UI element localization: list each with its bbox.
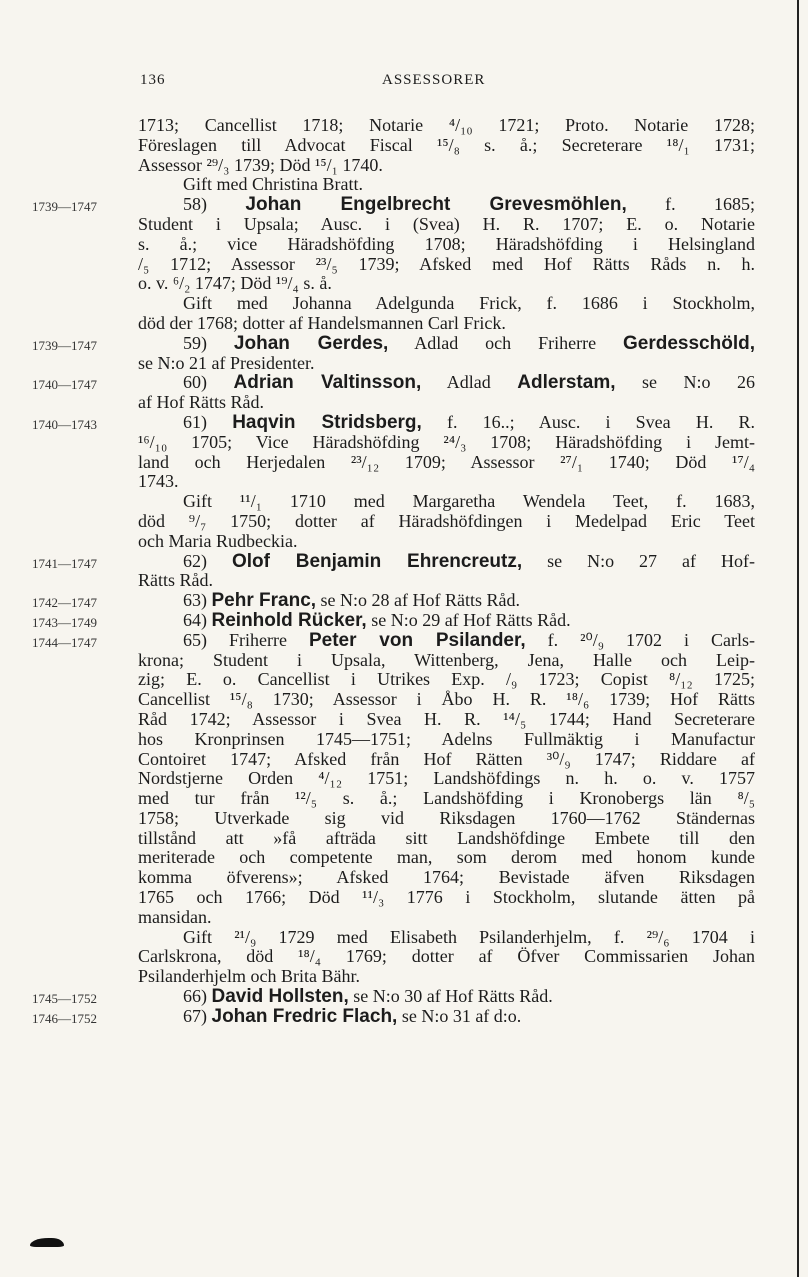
text-line: [138, 829, 755, 849]
text-line: [138, 908, 755, 928]
text-line: [138, 532, 755, 552]
person-name: Johan Fredric Flach,: [211, 1005, 398, 1027]
year-range: 1746—1752: [32, 1010, 97, 1026]
line-text: meriterade och competente man, som derom med honom kunde: [138, 847, 755, 868]
year-range: 1742—1747: [32, 595, 97, 611]
text-line: [138, 156, 755, 176]
text-line: [138, 789, 755, 809]
entry-text: Adlad och Friherre: [388, 332, 623, 353]
entry-text: se N:o 28 af Hof Rätts Råd.: [316, 590, 521, 611]
line-text: s. å.; vice Häradshöfding 1708; Häradshöfding i Helsingland: [138, 233, 755, 254]
line-text: Psilanderhjelm och Brita Bähr.: [138, 966, 360, 987]
text-line: [138, 730, 755, 750]
line-text: Gift med Christina Bratt.: [183, 174, 363, 195]
text-line: [138, 433, 755, 453]
person-name: Reinhold Rücker,: [211, 609, 367, 631]
text-line: [138, 947, 755, 967]
text-line: [138, 294, 755, 314]
line-text: Gift med Johanna Adelgunda Frick, f. 1686 i Stockholm,: [183, 293, 755, 314]
entry-heading-line: [32, 590, 755, 612]
text-line: [138, 888, 755, 908]
line-text: Cancellist ¹⁵/₈ 1730; Assessor i Åbo H. R. ¹⁸/₆ 1739; Hof Rätts: [138, 689, 755, 710]
text-line: [138, 809, 755, 829]
year-range: 1739—1747: [32, 199, 97, 215]
text-line: [138, 136, 755, 156]
line-text: af Hof Rätts Råd.: [138, 392, 264, 413]
line-text: Gift ²¹/₉ 1729 med Elisabeth Psilanderhjelm, f. ²⁹/₆ 1704 i: [183, 926, 755, 947]
entry-heading-line: [32, 1005, 755, 1027]
entry-number: 66): [183, 986, 207, 1007]
entry-heading-line: [32, 986, 755, 1008]
text-line: [138, 453, 755, 473]
year-range: 1744—1747: [32, 634, 97, 650]
entry-number: 63): [183, 590, 207, 611]
text-line: [138, 255, 755, 275]
line-text: Rätts Råd.: [138, 570, 213, 591]
body-text: [32, 115, 756, 1027]
text-line: [138, 769, 755, 789]
entry-number: 64): [183, 609, 207, 630]
text-line: [138, 235, 755, 255]
line-text: med tur från ¹²/₅ s. å.; Landshöfding i Kronobergs län ⁸/₅: [138, 788, 755, 809]
year-range: 1739—1747: [32, 337, 97, 353]
text-line: [138, 314, 755, 334]
line-text: /₅ 1712; Assessor ²³/₅ 1739; Afsked med Hof Rätts Råds n. h.: [138, 253, 755, 274]
person-name: Peter von Psilander,: [308, 629, 526, 651]
person-name: David Hollsten,: [211, 986, 349, 1008]
text-line: [138, 354, 755, 374]
line-text: Råd 1742; Assessor i Svea H. R. ¹⁴/₅ 1744; Hand Secreterare: [138, 708, 755, 729]
entry-heading-line: [32, 609, 755, 631]
line-text: 1743.: [138, 471, 179, 492]
entry-number: 65): [183, 629, 207, 650]
entry-number: 67): [183, 1005, 207, 1026]
text-line: [138, 967, 755, 987]
line-text: tillstånd att »få afträda sitt Landshöfdinge Embete till den: [138, 827, 755, 848]
text-line: [138, 690, 755, 710]
text-line: [138, 710, 755, 730]
text-line: [138, 651, 755, 671]
year-range: 1740—1743: [32, 416, 97, 432]
ennobled-name: Adlerstam,: [517, 372, 616, 394]
line-text: död ⁹/₇ 1750; dotter af Häradshöfdingen i Medelpad Eric Teet: [138, 510, 755, 531]
entry-heading-line: [32, 332, 755, 354]
entry-text: se N:o 26: [615, 372, 756, 393]
entry-text: f. ²⁰/₉ 1702 i Carls-: [525, 629, 755, 650]
text-line: [138, 116, 755, 136]
line-text: o. v. ⁶/₂ 1747; Död ¹⁹/₄ s. å.: [138, 273, 332, 294]
entry-number: 58): [183, 194, 207, 215]
ink-smudge: [30, 1238, 64, 1247]
entry-heading-line: [32, 194, 756, 216]
person-name: Johan Engelbrecht Grevesmöhlen,: [245, 194, 627, 216]
year-range: 1741—1747: [32, 555, 97, 571]
page-number: 136: [140, 72, 166, 88]
text-line: [138, 274, 755, 294]
line-text: Carlskrona, död ¹⁸/₄ 1769; dotter af Öfver Commissarien Johan: [138, 946, 755, 967]
line-text: Föreslagen till Advocat Fiscal ¹⁵/₈ s. å.; Secreterare ¹⁸/₁ 1731;: [138, 134, 755, 155]
line-text: se N:o 21 af Presidenter.: [138, 352, 315, 373]
entry-heading-line: [32, 411, 756, 433]
line-text: krona; Student i Upsala, Wittenberg, Jena, Halle och Leip-: [138, 649, 755, 670]
person-name: Adrian Valtinsson,: [233, 372, 422, 394]
line-text: Contoiret 1747; Afsked från Hof Rätten ³⁰/₉ 1747; Riddare af: [138, 748, 755, 769]
line-text: död der 1768; dotter af Handelsmannen Carl Frick.: [138, 312, 506, 333]
entry-heading-line: [32, 372, 756, 394]
entry-heading-line: [32, 629, 755, 651]
person-name: Pehr Franc,: [211, 590, 317, 612]
entry-number: 59): [183, 332, 207, 353]
line-text: mansidan.: [138, 906, 212, 927]
entry-heading-line: [32, 550, 755, 572]
entry-text: se N:o 27 af Hof-: [522, 550, 755, 571]
page-header: [0, 72, 808, 94]
text-line: [138, 868, 755, 888]
year-range: 1745—1752: [32, 991, 97, 1007]
entry-number: 62): [183, 550, 207, 571]
line-text: Nordstjerne Orden ⁴/₁₂ 1751; Landshöfdings n. h. o. v. 1757: [138, 768, 755, 789]
running-head: ASSESSORER: [382, 72, 486, 88]
text-line: [138, 393, 755, 413]
entry-number: 60): [183, 372, 207, 393]
text-line: [138, 670, 755, 690]
text-line: [138, 571, 755, 591]
person-name: Johan Gerdes,: [233, 332, 389, 354]
text-line: [138, 215, 755, 235]
person-name: Haqvin Stridsberg,: [232, 411, 422, 433]
text-line: [138, 928, 755, 948]
line-text: och Maria Rudbeckia.: [138, 530, 298, 551]
entry-text: se N:o 30 af Hof Rätts Råd.: [348, 986, 553, 1007]
line-text: land och Herjedalen ²³/₁₂ 1709; Assessor ²⁷/₁ 1740; Död ¹⁷/₄: [138, 451, 755, 472]
entry-text: se N:o 29 af Hof Rätts Råd.: [366, 609, 571, 630]
entry-text: Adlad: [421, 372, 518, 393]
text-line: [138, 492, 755, 512]
text-line: [138, 848, 755, 868]
person-name: Olof Benjamin Ehrencreutz,: [231, 550, 523, 572]
entry-number: 61): [183, 411, 207, 432]
line-text: ¹⁶/₁₀ 1705; Vice Häradshöfding ²⁴/₃ 1708; Häradshöfding i Jemt-: [138, 431, 755, 452]
line-text: 1765 och 1766; Död ¹¹/₃ 1776 i Stockholm, slutande ätten på: [138, 887, 755, 908]
entry-text: f. 1685;: [626, 194, 756, 215]
line-text: Gift ¹¹/₁ 1710 med Margaretha Wendela Teet, f. 1683,: [183, 491, 755, 512]
text-line: [138, 175, 755, 195]
line-text: Assessor ²⁹/₃ 1739; Död ¹⁵/₁ 1740.: [138, 154, 383, 175]
text-line: [138, 512, 755, 532]
line-text: 1713; Cancellist 1718; Notarie ⁴/₁₀ 1721; Proto. Notarie 1728;: [138, 115, 755, 135]
line-text: 1758; Utverkade sig vid Riksdagen 1760—1762 Ständernas: [138, 807, 755, 828]
page-edge-line: [797, 0, 799, 1277]
year-range: 1740—1747: [32, 377, 97, 393]
text-line: [138, 750, 755, 770]
line-text: Student i Upsala; Ausc. i (Svea) H. R. 1707; E. o. Notarie: [138, 213, 755, 234]
title-prefix: Friherre: [229, 629, 309, 650]
line-text: komma öfverens»; Afsked 1764; Bevistade äfven Riksdagen: [138, 867, 755, 888]
line-text: zig; E. o. Cancellist i Utrikes Exp. /₉ 1723; Copist ⁸/₁₂ 1725;: [138, 669, 755, 690]
line-text: hos Kronprinsen 1745—1751; Adelns Fullmäktig i Manufactur: [138, 728, 755, 749]
ennobled-name: Gerdesschöld,: [623, 332, 755, 354]
entry-text: f. 16..; Ausc. i Svea H. R.: [421, 411, 756, 432]
text-line: [138, 472, 755, 492]
entry-text: se N:o 31 af d:o.: [397, 1005, 522, 1026]
year-range: 1743—1749: [32, 614, 97, 630]
